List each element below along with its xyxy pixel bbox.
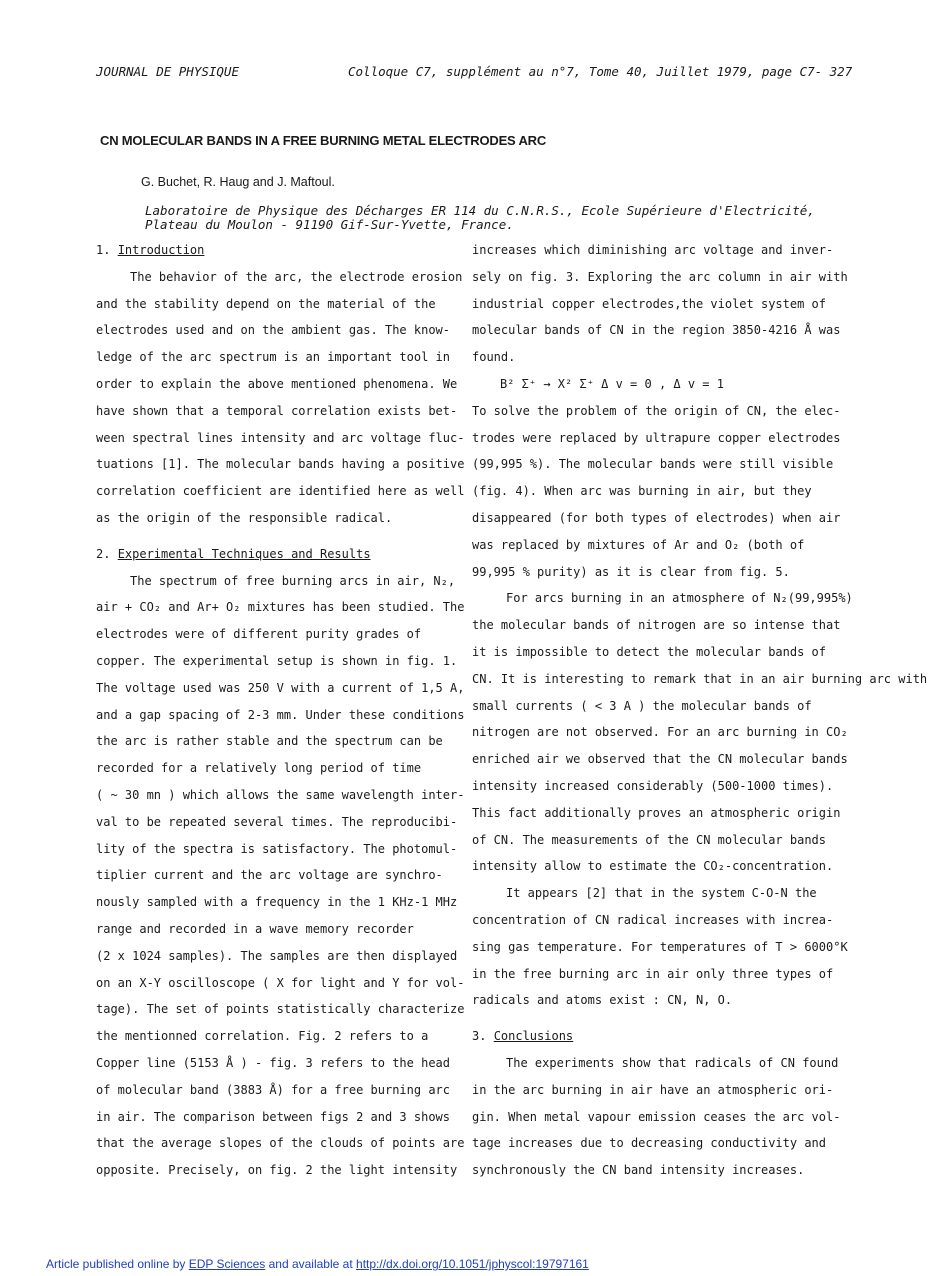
text-line: have shown that a temporal correlation exists bet- [96,403,458,418]
section-number: 2. [96,546,111,561]
right-column [472,237,928,1184]
text-line: industrial copper electrodes,the violet system of [472,296,827,311]
text-line: the arc is rather stable and the spectrum can be [96,734,443,749]
text-line: The voltage used was 250 V with a current of 1,5 A, [96,680,465,695]
text-line: electrodes used and on the ambient gas. The know- [96,323,451,338]
text-line: To solve the problem of the origin of CN, the elec- [472,403,841,418]
text-line: it is impossible to detect the molecular bands of [472,644,827,659]
text-line: and the stability depend on the material of the [96,296,436,311]
text-line: nitrogen are not observed. For an arc burning in CO₂ [472,725,848,740]
text-line: (2 x 1024 samples). The samples are then displayed [96,948,458,963]
text-line: tage). The set of points statistically characterize [96,1002,465,1017]
sec3-lines [472,1050,841,1184]
text-line: intensity allow to estimate the CO₂-concentration. [472,859,834,874]
text-line: This fact additionally proves an atmospheric origin [472,805,841,820]
section-title: Introduction [117,243,205,257]
affiliation-line: Laboratoire de Physique des Décharges ER 114 du C.N.R.S., Ecole Supérieure d'Electricité, [145,203,815,218]
paper-title: CN MOLECULAR BANDS IN A FREE BURNING METAL ELECTRODES ARC [100,133,547,148]
text-line: as the origin of the responsible radical. [96,510,393,525]
text-line: 99,995 % purity) as it is clear from fig. 5. [472,564,790,579]
text-line: (fig. 4). When arc was burning in air, but they [472,484,812,499]
text-line: in the free burning arc in air only three types of [472,966,834,981]
section-1-heading [96,237,456,264]
section-2-heading [96,541,456,568]
transition-equation: B² Σ⁺ → X² Σ⁺ Δ v = 0 , Δ v = 1 [500,376,724,391]
affiliation [145,204,815,232]
doi-link[interactable]: http://dx.doi.org/10.1051/jphyscol:19797161 [356,1257,589,1271]
text-line: It appears [2] that in the system C-O-N the [506,886,817,901]
authors: G. Buchet, R. Haug and J. Maftoul. [141,175,335,189]
text-line: tage increases due to decreasing conductivity and [472,1136,827,1151]
text-line: on an X-Y oscilloscope ( X for light and Y for vol- [96,975,465,990]
text-line: small currents ( < 3 A ) the molecular bands of [472,698,812,713]
section-number: 3. [472,1029,487,1044]
text-line: The behavior of the arc, the electrode erosion [130,269,463,284]
text-line: range and recorded in a wave memory recorder [96,921,414,936]
sec2-lines [96,568,465,1184]
text-line: Copper line (5153 Å ) - fig. 3 refers to the head [96,1055,451,1070]
publisher-link[interactable]: EDP Sciences [188,1257,266,1271]
text-line: radicals and atoms exist : CN, N, O. [472,993,733,1008]
sec1-lines [96,264,465,532]
journal-name: JOURNAL DE PHYSIQUE [96,64,239,79]
text-line: and a gap spacing of 2-3 mm. Under these conditions [96,707,465,722]
text-line: lity of the spectra is satisfactory. The photomul- [96,841,458,856]
text-line: enriched air we observed that the CN molecular bands [472,752,848,767]
text-line: intensity increased considerably (500-1000 times). [472,778,834,793]
section-title: Experimental Techniques and Results [117,546,371,561]
text-line: synchronously the CN band intensity increases. [472,1163,805,1178]
text-line: For arcs burning in an atmosphere of N₂(99,995%) [506,591,853,606]
text-line: The spectrum of free burning arcs in air, N₂, [130,573,456,588]
text-line: of molecular band (3883 Å) for a free burning arc [96,1082,451,1097]
text-line: increases which diminishing arc voltage and inver- [472,243,834,257]
right-lines-d [472,880,848,1014]
text-line: tuations [1]. The molecular bands having a positive [96,457,465,472]
text-line: disappeared (for both types of electrodes) when air [472,510,841,525]
text-line: that the average slopes of the clouds of points are [96,1136,465,1151]
text-line: concentration of CN radical increases with increa- [472,912,834,927]
text-line: nously sampled with a frequency in the 1 KHz-1 MHz [96,895,458,910]
colloque-reference: Colloque C7, supplément au n°7, Tome 40, Juillet 1979, page C7- 327 [348,64,853,79]
left-column [96,237,465,1184]
text-line: in air. The comparison between figs 2 and 3 shows [96,1109,451,1124]
footer-middle: and available at [268,1257,353,1271]
text-line: correlation coefficient are identified here as well [96,484,465,499]
text-line: in the arc burning in air have an atmospheric ori- [472,1082,834,1097]
text-line: recorded for a relatively long period of time [96,761,422,776]
text-line: found. [472,350,516,365]
text-line: trodes were replaced by ultrapure copper electrodes [472,430,841,445]
text-line: ( ~ 30 mn ) which allows the same wavelength inter- [96,787,465,802]
text-line: opposite. Precisely, on fig. 2 the light intensity [96,1163,458,1178]
text-line: order to explain the above mentioned phenomena. We [96,376,458,391]
affiliation-line: Plateau du Moulon - 91190 Gif-Sur-Yvette, France. [145,217,514,232]
text-line: sing gas temperature. For temperatures of T > 6000°K [472,939,848,954]
text-line: (99,995 %). The molecular bands were still visible [472,457,834,472]
text-line: tiplier current and the arc voltage are synchro- [96,868,443,883]
text-line: was replaced by mixtures of Ar and O₂ (both of [472,537,805,552]
text-line: CN. It is interesting to remark that in an air burning arc with [472,671,928,686]
text-line: The experiments show that radicals of CN found [506,1055,839,1070]
right-lines-a [472,237,848,371]
footer [46,1257,589,1271]
text-line: ledge of the arc spectrum is an important tool in [96,350,451,365]
right-lines-c [472,585,928,880]
text-line: molecular bands of CN in the region 3850-4216 Å was [472,323,841,338]
section-3-heading [472,1023,832,1050]
text-line: sely on fig. 3. Exploring the arc column in air with [472,269,848,284]
section-number: 1. [96,243,111,257]
text-line: of CN. The measurements of the CN molecular bands [472,832,827,847]
text-line: val to be repeated several times. The reproducibi- [96,814,458,829]
right-lines-b [472,398,841,586]
section-title: Conclusions [493,1029,574,1044]
text-line: the mentionned correlation. Fig. 2 refers to a [96,1029,429,1044]
text-line: electrodes were of different purity grades of [96,627,422,642]
text-line: ween spectral lines intensity and arc voltage fluc- [96,430,465,445]
text-line: air + CO₂ and Ar+ O₂ mixtures has been studied. The [96,600,465,615]
text-line: gin. When metal vapour emission ceases the arc vol- [472,1109,841,1124]
footer-prefix: Article published online by [46,1257,186,1271]
text-line: copper. The experimental setup is shown in fig. 1. [96,653,458,668]
text-line: the molecular bands of nitrogen are so intense that [472,618,841,633]
